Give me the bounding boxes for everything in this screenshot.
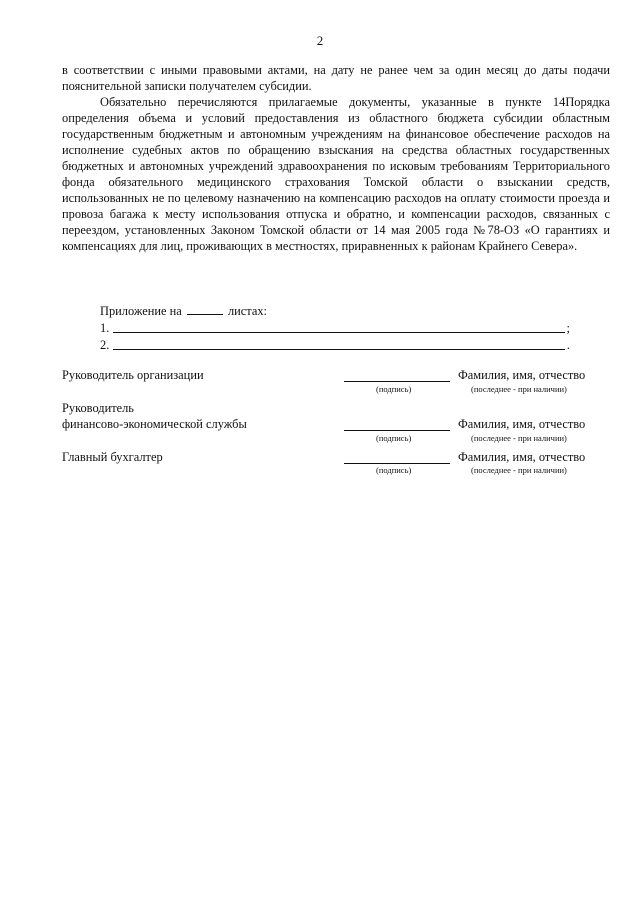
signatory-role: Руководитель организации [62, 368, 204, 382]
signature-line [344, 463, 450, 464]
signature-caption: (подпись) [376, 384, 412, 394]
attachment-item-end: ; [566, 321, 570, 335]
page-number: 2 [316, 33, 324, 48]
signature-caption: (подпись) [376, 465, 412, 475]
signatory-role: Главный бухгалтер [62, 450, 163, 464]
attachment-item-number: 1. [100, 321, 110, 335]
paragraph: Обязательно перечисляются прилагаемые документы, указанные в пункте 14Порядка определения объема и условий предоставления из областного бюджета субсидии областным государственным бюджетным и автономным учреждениям на финансовое обеспечение расходов на исполнение судебных актов по обращению взыскания на средства областных государственных бюджетных и автономных учреждений здравоохранения по исковым требованиям Территориального фонда обязательного медицинского страхования Томской области о взыскании средств, использованных не по целевому назначению на компенсацию расходов на оплату стоимости проезда и провоза багажа к месту использования отпуска и обратно, и компенсации расходов, связанных с переездом, установленных Законом Томской области от 14 мая 2005 года №78-ОЗ «О гарантиях и компенсациях для лиц, проживающих в местностях, приравненных к районам Крайнего Севера». [62, 95, 610, 253]
signature-line [344, 381, 450, 382]
name-caption: (последнее - при наличии) [471, 465, 567, 475]
signatory-name-placeholder: Фамилия, имя, отчество [458, 368, 586, 382]
attachment-title [100, 303, 570, 319]
signature-caption: (подпись) [376, 433, 412, 443]
body-text [62, 62, 610, 254]
attachment-prefix: Приложение на [100, 304, 182, 318]
signatory-role: Руководитель [62, 401, 134, 415]
attachment-suffix: листах: [227, 304, 267, 318]
signature-line [344, 430, 450, 431]
name-caption: (последнее - при наличии) [471, 384, 567, 394]
attachment-item-number: 2. [100, 338, 110, 352]
attachment-item [100, 336, 570, 353]
attachment-item-blank [113, 337, 565, 350]
paragraph: в соответствии с иными правовыми актами, на дату не ранее чем за один месяц до даты подачи пояснительной записки получателем субсидии. [62, 63, 610, 93]
signatory-name-placeholder: Фамилия, имя, отчество [458, 417, 586, 431]
signatory-role: финансово-экономической службы [62, 417, 247, 431]
attachment-item-blank [113, 320, 564, 333]
name-caption: (последнее - при наличии) [471, 433, 567, 443]
attachment-block [100, 303, 570, 353]
signatory-name-placeholder: Фамилия, имя, отчество [458, 450, 586, 464]
attachment-item [100, 319, 570, 336]
attachment-item-end: . [566, 338, 570, 352]
sheet-count-blank [187, 303, 223, 315]
